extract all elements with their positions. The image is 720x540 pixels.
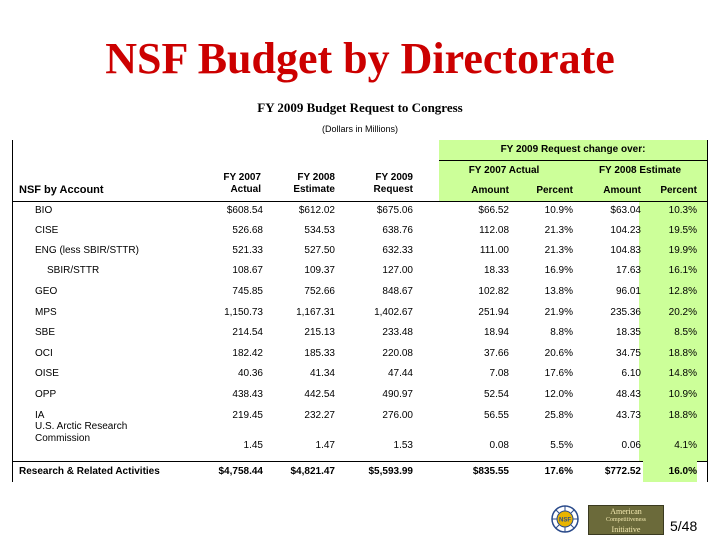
percent-08-value: 10.9%	[668, 389, 697, 400]
fy2009-value: 1.53	[393, 440, 413, 451]
fy2008-value: 1.47	[315, 440, 335, 451]
fy2009-value: 47.44	[387, 368, 413, 379]
percent-07-value: 17.6%	[544, 466, 573, 477]
amount-07-value: 0.08	[489, 440, 509, 451]
percent-08-value: 4.1%	[674, 440, 697, 451]
aci-line1: American	[610, 507, 642, 516]
row-label: IA	[35, 410, 45, 421]
row-label: SBIR/STTR	[47, 265, 100, 276]
row-label: BIO	[35, 205, 53, 216]
fy2007-value: 108.67	[232, 265, 263, 276]
amount-07-value: 251.94	[478, 307, 509, 318]
fy2009-value: 276.00	[382, 410, 413, 421]
percent-08-header: Percent	[660, 185, 697, 196]
fy2007-value: 526.68	[232, 225, 263, 236]
table-row	[13, 343, 707, 364]
table-row	[13, 260, 707, 281]
amount-08-value: $772.52	[604, 466, 641, 477]
percent-07-header: Percent	[536, 185, 573, 196]
amount-07-value: 112.08	[479, 225, 509, 236]
fy2007-value: 182.42	[232, 348, 263, 359]
fy2008-value: 1,167.31	[296, 307, 335, 318]
amount-07-value: 18.94	[483, 327, 509, 338]
table-row	[13, 322, 707, 343]
percent-07-value: 5.5%	[550, 440, 573, 451]
percent-08-value: 12.8%	[668, 286, 697, 297]
units-note: (Dollars in Millions)	[321, 124, 398, 134]
row-label: OPP	[35, 389, 57, 400]
amount-08-value: 104.23	[610, 225, 641, 236]
percent-08-value: 16.0%	[643, 461, 697, 482]
percent-07-value: 16.9%	[544, 265, 573, 276]
row-label: OISE	[35, 368, 59, 379]
fy2009-value: 233.48	[382, 327, 413, 338]
amount-07-value: 102.82	[478, 286, 509, 297]
percent-08-value: 19.9%	[668, 245, 697, 256]
percent-08-value: 18.8%	[668, 348, 697, 359]
budget-table	[12, 140, 708, 482]
header-divider	[439, 160, 707, 161]
percent-08-value: 10.3%	[668, 205, 697, 216]
amount-08-value: 43.73	[615, 410, 641, 421]
amount-08-value: 34.75	[615, 348, 641, 359]
table-subtitle: FY 2009 Budget Request to Congress	[257, 100, 463, 115]
fy2007-value: 1,150.73	[224, 307, 263, 318]
amount-08-value: 17.63	[615, 265, 641, 276]
amount-08-value: 18.35	[615, 327, 641, 338]
percent-07-value: 8.8%	[550, 327, 573, 338]
fy2009-value: 220.08	[382, 348, 413, 359]
aci-line2: Competitiveness	[606, 517, 646, 523]
percent-08-value: 19.5%	[668, 225, 697, 236]
fy2007-value: 1.45	[243, 440, 263, 451]
fy2007-value: 438.43	[232, 389, 263, 400]
row-label: ENG (less SBIR/STTR)	[35, 245, 139, 256]
amount-07-value: 111.00	[479, 245, 509, 256]
table-row	[13, 240, 707, 261]
percent-08-value: 16.1%	[668, 265, 697, 276]
percent-08-value: 20.2%	[668, 307, 697, 318]
percent-07-value: 17.6%	[544, 368, 573, 379]
percent-07-value: 21.3%	[544, 225, 573, 236]
fy2009-value: $675.06	[376, 205, 413, 216]
row-label: SBE	[35, 327, 56, 338]
amount-08-value: 0.06	[621, 440, 641, 451]
amount-08-value: 48.43	[615, 389, 641, 400]
row-label: U.S. Arctic Research Commission	[35, 421, 128, 444]
percent-07-value: 20.6%	[544, 348, 573, 359]
amount-07-value: 52.54	[483, 389, 509, 400]
page-title: NSF Budget by Directorate	[105, 34, 615, 83]
fy2009-value: 638.76	[382, 225, 413, 236]
aci-line3: Initiative	[611, 525, 641, 534]
nsf-logo	[551, 505, 579, 533]
fy2008-value: $4,821.47	[290, 466, 335, 477]
amount-07-value: 18.33	[483, 265, 509, 276]
fy2007-value: 745.85	[232, 286, 263, 297]
account-column-header: NSF by Account	[19, 184, 104, 196]
fy2009-value: 1,402.67	[374, 307, 413, 318]
percent-07-value: 13.8%	[544, 286, 573, 297]
table-row	[13, 302, 707, 323]
fy2008-value: 442.54	[304, 389, 335, 400]
amount-08-value: $63.04	[610, 205, 641, 216]
fy2009-value: $5,593.99	[368, 466, 413, 477]
fy2009-column-header: FY 2009 Request	[373, 172, 413, 195]
aci-logo	[588, 505, 664, 535]
amount-08-value: 235.36	[610, 307, 641, 318]
row-label: MPS	[35, 307, 57, 318]
fy2007-value: $4,758.44	[218, 466, 263, 477]
fy2007-value: 521.33	[232, 245, 263, 256]
table-row	[13, 220, 707, 241]
fy2008-value: 215.13	[304, 327, 335, 338]
percent-08-value: 14.8%	[668, 368, 697, 379]
amount-07-header: Amount	[471, 185, 509, 196]
table-row	[13, 281, 707, 302]
fy2009-value: 848.67	[382, 286, 413, 297]
table-row	[13, 421, 707, 456]
amount-08-value: 96.01	[615, 286, 641, 297]
fy2007-value: $608.54	[226, 205, 263, 216]
table-row	[13, 200, 707, 221]
fy2008-value: 41.34	[309, 368, 335, 379]
fy2008-value: 534.53	[304, 225, 335, 236]
fy2009-value: 127.00	[382, 265, 413, 276]
row-label: CISE	[35, 225, 59, 236]
fy2007-value: 219.45	[232, 410, 263, 421]
fy2008-column-header: FY 2008 Estimate	[293, 172, 335, 195]
table-row	[13, 384, 707, 405]
amount-07-value: $835.55	[472, 466, 509, 477]
nsf-logo-text: NSF	[559, 517, 571, 524]
percent-07-value: 10.9%	[544, 205, 573, 216]
percent-07-value: 25.8%	[544, 410, 573, 421]
page-number: 5/48	[670, 518, 698, 534]
fy2008-value: 752.66	[304, 286, 335, 297]
amount-08-value: 6.10	[621, 368, 641, 379]
change-over-header: FY 2009 Request change over:	[500, 144, 646, 155]
percent-08-value: 18.8%	[668, 410, 697, 421]
fy2008-value: 185.33	[304, 348, 335, 359]
amount-07-value: 56.55	[483, 410, 509, 421]
percent-07-value: 21.3%	[544, 245, 573, 256]
fy2007-column-header: FY 2007 Actual	[223, 172, 261, 195]
fy2009-value: 490.97	[382, 389, 413, 400]
fy2009-value: 632.33	[382, 245, 413, 256]
fy2008-value: $612.02	[298, 205, 335, 216]
fy2008-value: 109.37	[304, 265, 335, 276]
row-label: Research & Related Activities	[19, 466, 160, 477]
amount-08-header: Amount	[603, 185, 641, 196]
row-label: GEO	[35, 286, 58, 297]
table-row	[13, 363, 707, 384]
fy2007-value: 214.54	[232, 327, 263, 338]
fy2008-estimate-group-header: FY 2008 Estimate	[598, 165, 682, 176]
table-total-row	[13, 461, 707, 482]
amount-07-value: 7.08	[489, 368, 509, 379]
amount-07-value: 37.66	[483, 348, 509, 359]
fy2007-value: 40.36	[237, 368, 263, 379]
row-label: OCI	[35, 348, 53, 359]
amount-08-value: 104.83	[610, 245, 641, 256]
fy2007-actual-group-header: FY 2007 Actual	[468, 165, 540, 176]
fy2008-value: 232.27	[304, 410, 335, 421]
percent-07-value: 12.0%	[544, 389, 573, 400]
amount-07-value: $66.52	[478, 205, 509, 216]
fy2008-value: 527.50	[304, 245, 335, 256]
percent-07-value: 21.9%	[544, 307, 573, 318]
percent-08-value: 8.5%	[674, 327, 697, 338]
